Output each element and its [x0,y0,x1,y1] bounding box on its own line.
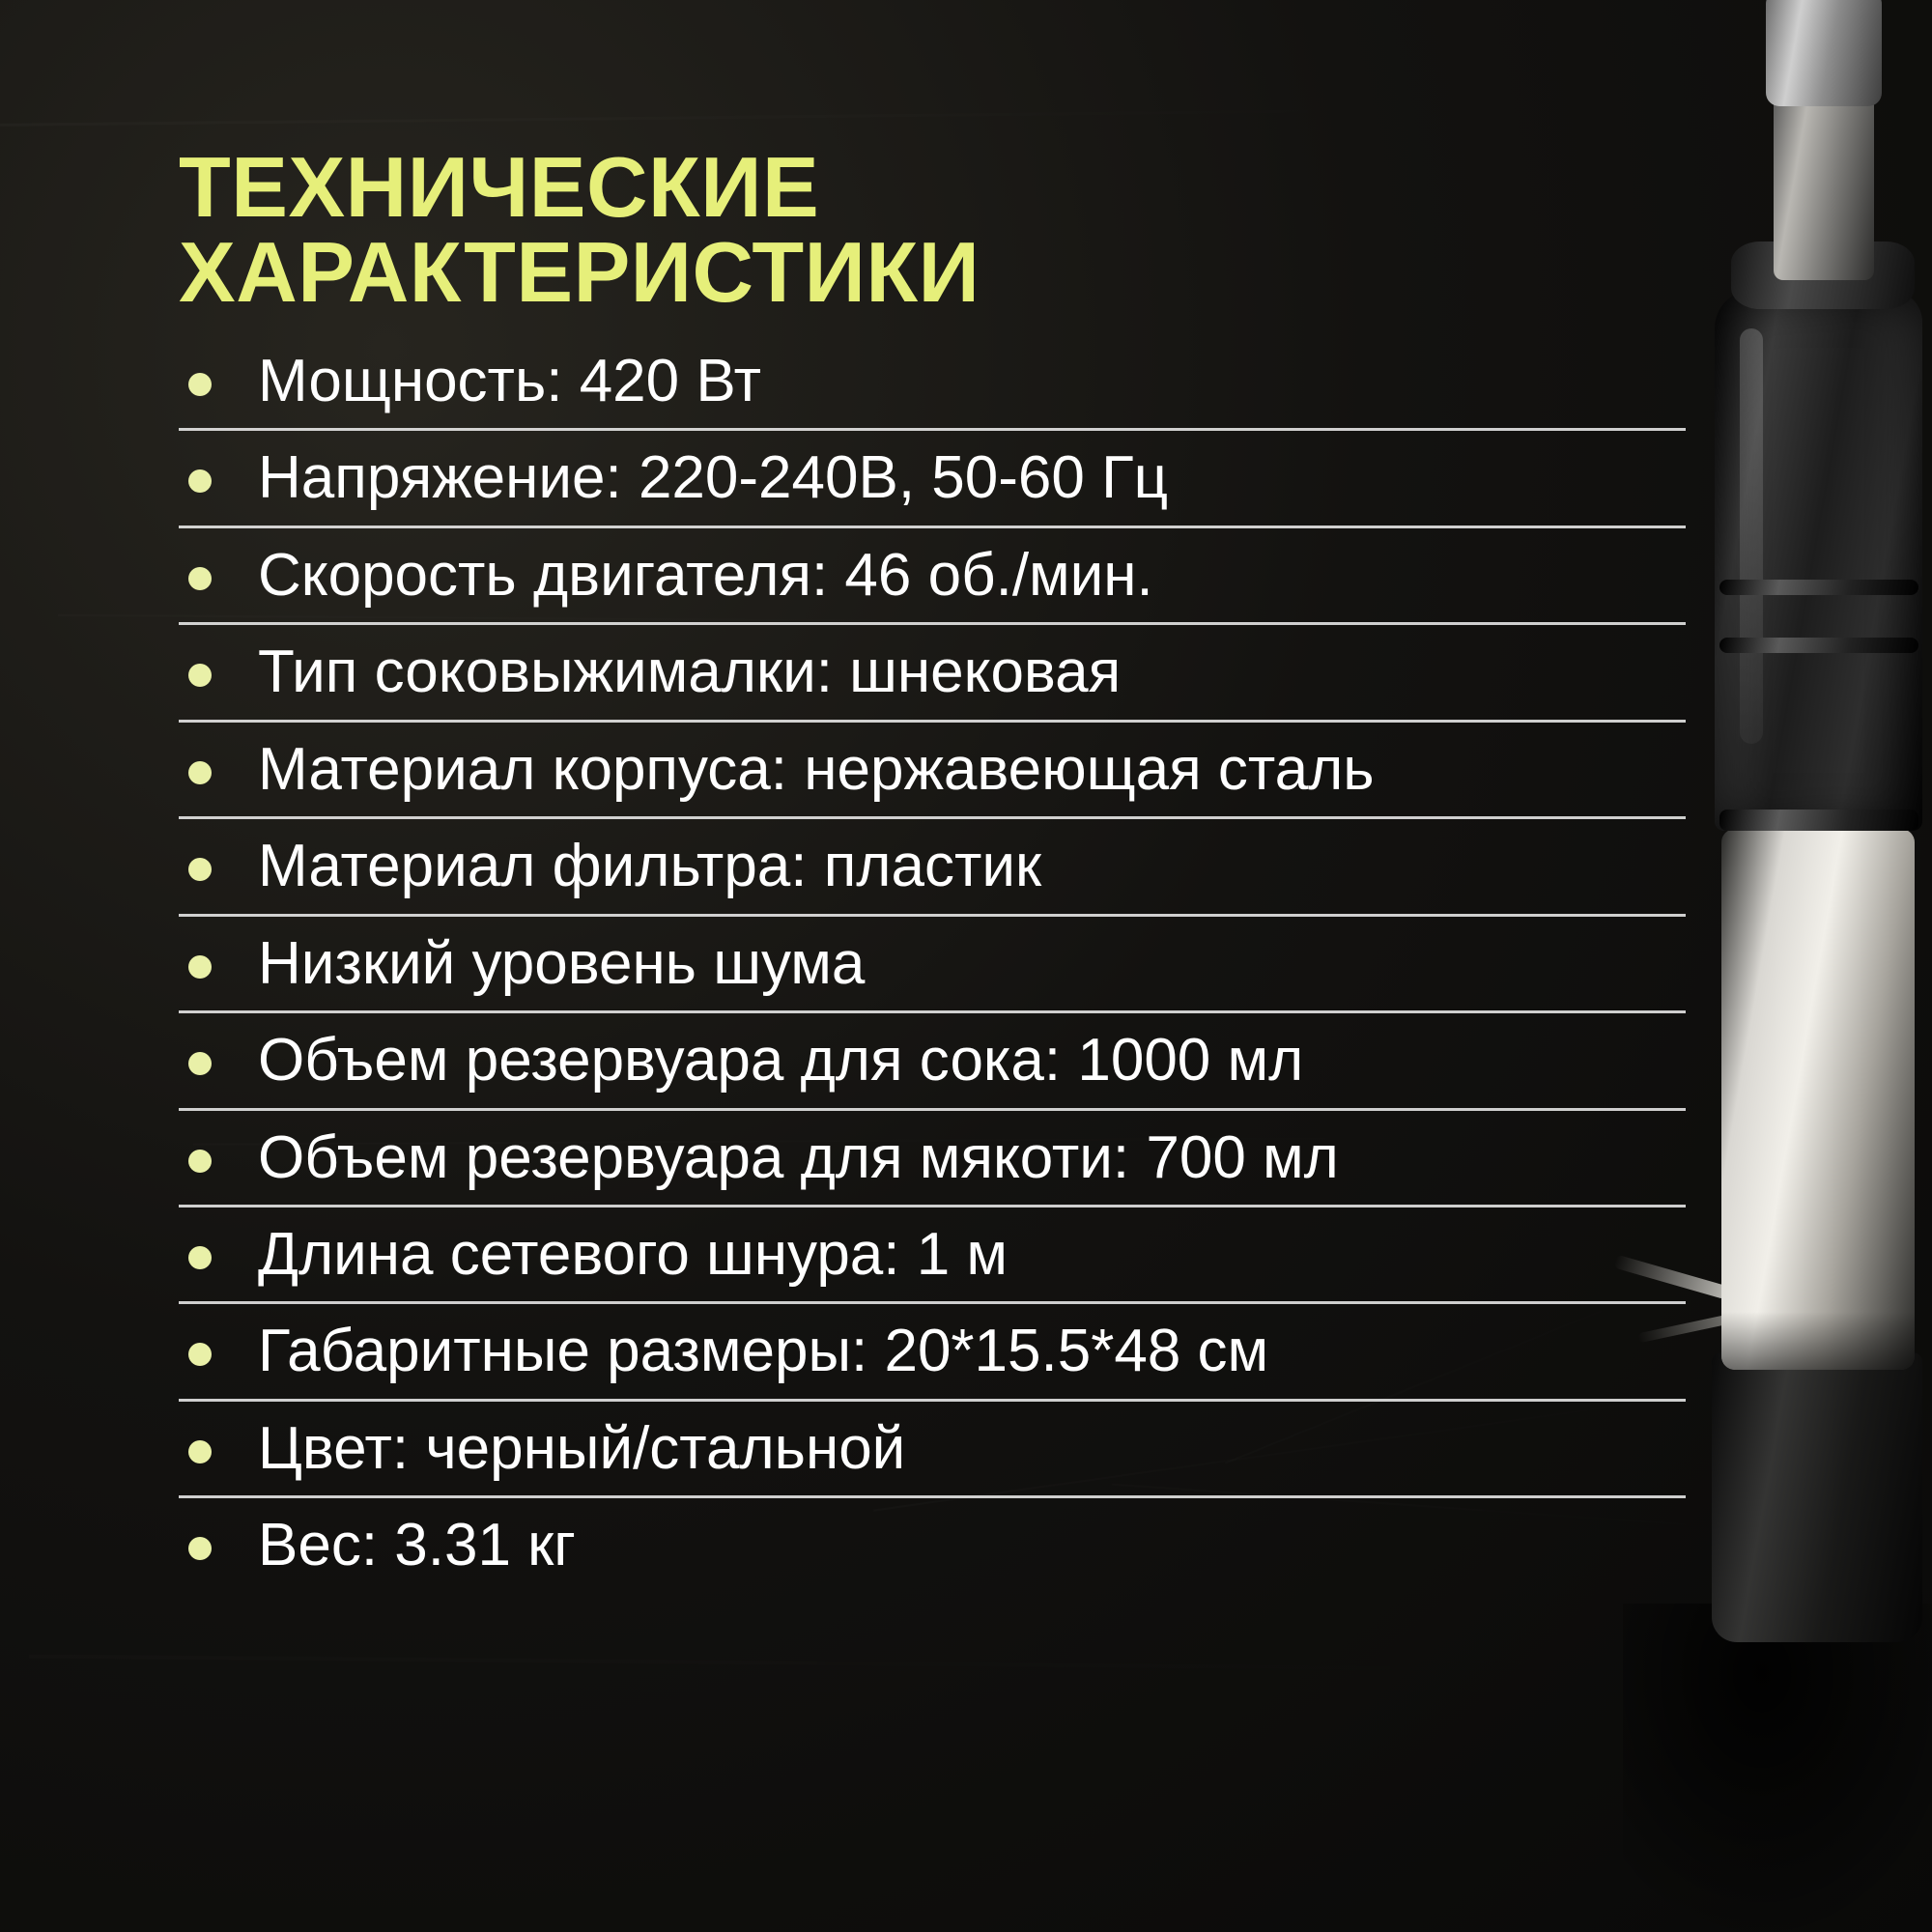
product-collar [1731,242,1915,309]
list-item [179,639,1686,722]
product-shadow [1623,1604,1932,1932]
spec-text: Вес: 3.31 кг [258,1512,576,1579]
spec-text: Габаритные размеры: 20*15.5*48 см [258,1318,1269,1385]
spec-text: Тип соковыжималки: шнековая [258,639,1122,706]
bullet-icon [188,1246,212,1269]
list-item [179,348,1686,431]
spec-text: Цвет: черный/стальной [258,1414,906,1482]
list-item [179,833,1686,916]
spec-text: Низкий уровень шума [258,929,866,997]
spec-text: Материал корпуса: нержавеющая сталь [258,735,1375,803]
list-item [179,1415,1686,1498]
bullet-icon [188,955,212,979]
product-feed-chute [1766,0,1882,106]
bullet-icon [188,469,212,493]
product-rib [1719,580,1918,595]
bullet-icon [188,567,212,590]
list-item [179,1124,1686,1208]
spec-text: Напряжение: 220-240В, 50-60 Гц [258,444,1169,512]
spec-text: Материал фильтра: пластик [258,833,1042,900]
bullet-icon [188,858,212,881]
list-item [179,1512,1686,1592]
spec-text: Длина сетевого шнура: 1 м [258,1220,1009,1288]
bullet-icon [188,1343,212,1366]
list-item [179,1027,1686,1110]
bullet-icon [188,1052,212,1075]
bullet-icon [188,1440,212,1463]
list-item [179,736,1686,819]
product-neck [1774,58,1874,280]
page-title-line-1: ТЕХНИЧЕСКИЕ [179,139,820,235]
specs-content [179,139,1686,1606]
list-item [179,542,1686,625]
bullet-icon [188,373,212,396]
spec-text: Скорость двигателя: 46 об./мин. [258,541,1153,609]
spec-text: Объем резервуара для мякоти: 700 мл [258,1123,1339,1191]
background-scuff [0,108,1449,127]
bullet-icon [188,664,212,687]
list-item [179,1318,1686,1401]
product-rib [1719,810,1918,831]
list-item [179,1221,1686,1304]
spec-text: Мощность: 420 Вт [258,348,762,414]
specs-list [179,348,1686,1593]
page-title-line-2: ХАРАКТЕРИСТИКИ [179,224,980,320]
bullet-icon [188,761,212,784]
list-item [179,930,1686,1013]
product-rib [1719,638,1918,653]
list-item [179,444,1686,527]
background-scuff [29,1655,1671,1673]
product-juice-jar [1721,829,1915,1370]
page-title [179,139,1193,320]
product-base [1712,1352,1922,1642]
spec-text: Объем резервуара для сока: 1000 мл [258,1027,1304,1094]
bullet-icon [188,1150,212,1173]
bullet-icon [188,1537,212,1560]
product-body [1715,290,1922,831]
